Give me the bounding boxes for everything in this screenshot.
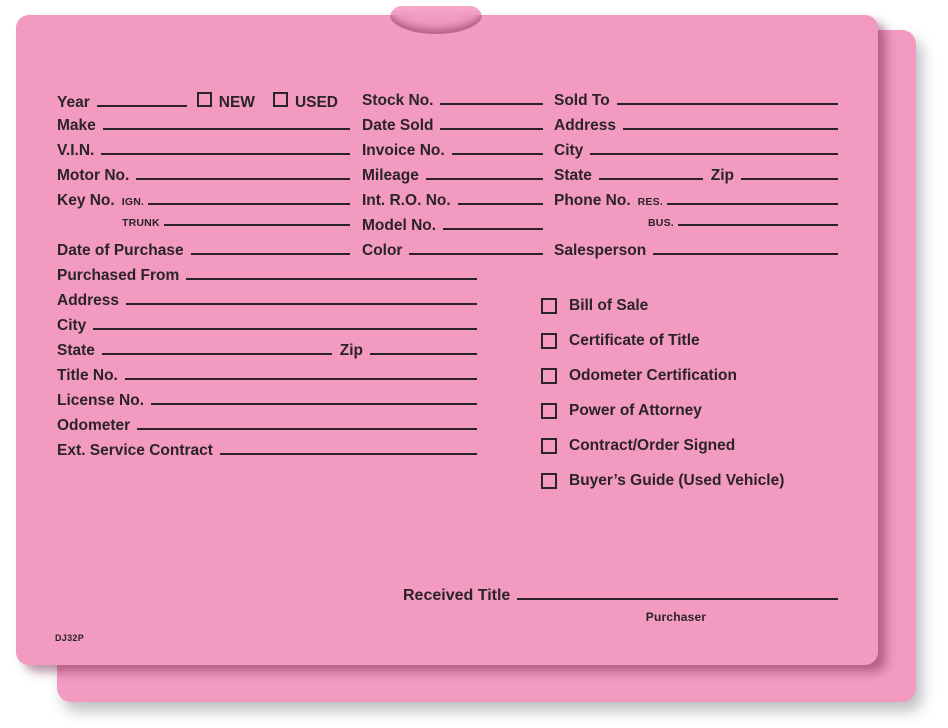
field-purchased-from [57,267,477,292]
buyers-guide-label: Buyer’s Guide (Used Vehicle) [569,471,785,489]
model-no-fill-line[interactable] [443,228,543,230]
motor-no-label: Motor No. [57,167,130,184]
odometer-label: Odometer [57,417,131,434]
date-of-purchase-label: Date of Purchase [57,242,184,259]
ext-service-contract-fill-line[interactable] [220,453,477,455]
buyers-guide-checkbox[interactable] [541,473,557,489]
document-checklist [541,288,784,498]
buyer-address-fill-line[interactable] [623,128,838,130]
bill-of-sale-checkbox[interactable] [541,298,557,314]
used-label: USED [294,94,339,111]
field-date-sold [362,117,543,142]
key-trunk-fill-line[interactable] [164,224,350,226]
buyer-zip-fill-line[interactable] [741,178,838,180]
field-buyer-city [554,142,838,167]
title-no-fill-line[interactable] [125,378,477,380]
used-checkbox[interactable] [273,92,288,107]
make-fill-line[interactable] [103,128,350,130]
field-key-no-ign [57,192,350,217]
vin-label: V.I.N. [57,142,95,159]
new-label: NEW [218,94,255,111]
field-title-no [57,367,477,392]
field-stock-no [362,92,543,117]
field-key-no-trunk [57,217,350,242]
checklist-item-bill-of-sale [541,288,784,323]
motor-no-fill-line[interactable] [136,178,350,180]
buyer-state-label: State [554,167,592,184]
seller-address-fill-line[interactable] [126,303,477,305]
field-seller-address [57,292,477,317]
envelope-front-panel [16,15,878,665]
sold-to-label: Sold To [554,92,610,109]
odometer-certification-label: Odometer Certification [569,366,737,384]
field-license-no [57,392,477,417]
vin-fill-line[interactable] [101,153,350,155]
purchased-from-fill-line[interactable] [186,278,477,280]
int-ro-no-fill-line[interactable] [458,203,543,205]
received-title-label: Received Title [403,587,511,604]
field-phone-res [554,192,838,217]
checklist-item-power-of-attorney [541,393,784,428]
field-motor-no [57,167,350,192]
phone-no-label: Phone No. [554,192,631,209]
field-invoice-no [362,142,543,167]
model-no-label: Model No. [362,217,437,234]
invoice-no-fill-line[interactable] [452,153,543,155]
odometer-certification-checkbox[interactable] [541,368,557,384]
date-sold-label: Date Sold [362,117,434,134]
salesperson-label: Salesperson [554,242,647,259]
license-no-label: License No. [57,392,144,409]
field-seller-city [57,317,477,342]
field-color [362,242,543,267]
certificate-of-title-label: Certificate of Title [569,331,700,349]
make-label: Make [57,117,96,134]
middle-column [362,92,543,267]
right-column [554,92,838,267]
trunk-label: TRUNK [122,217,160,229]
ign-label: IGN. [121,196,145,208]
seller-state-fill-line[interactable] [102,353,332,355]
field-phone-bus [554,217,838,242]
product-code: DJ32P [55,633,85,643]
field-salesperson [554,242,838,267]
contract-order-signed-checkbox[interactable] [541,438,557,454]
contract-order-signed-label: Contract/Order Signed [569,436,736,454]
power-of-attorney-label: Power of Attorney [569,401,702,419]
seller-state-label: State [57,342,95,359]
phone-bus-fill-line[interactable] [678,224,838,226]
stock-no-fill-line[interactable] [440,103,543,105]
field-model-no [362,217,543,242]
field-mileage [362,167,543,192]
checklist-item-contract-order-signed [541,428,784,463]
field-date-of-purchase [57,242,350,267]
buyer-state-fill-line[interactable] [599,178,703,180]
date-of-purchase-fill-line[interactable] [191,253,350,255]
key-no-label: Key No. [57,192,115,209]
phone-res-fill-line[interactable] [667,203,838,205]
buyer-city-label: City [554,142,584,159]
checklist-item-certificate-of-title [541,323,784,358]
year-label: Year [57,94,90,111]
field-odometer [57,417,477,442]
buyer-zip-label: Zip [710,167,734,184]
field-ext-service-contract [57,442,477,467]
seller-zip-label: Zip [339,342,363,359]
mileage-fill-line[interactable] [426,178,543,180]
ext-service-contract-label: Ext. Service Contract [57,442,213,459]
checklist-item-odometer-certification [541,358,784,393]
bill-of-sale-label: Bill of Sale [569,296,649,314]
buyer-city-fill-line[interactable] [590,153,838,155]
invoice-no-label: Invoice No. [362,142,445,159]
field-sold-to [554,92,838,117]
date-sold-fill-line[interactable] [440,128,543,130]
mileage-label: Mileage [362,167,419,184]
stock-no-label: Stock No. [362,92,434,109]
new-checkbox[interactable] [197,92,212,107]
field-int-ro-no [362,192,543,217]
field-year [57,92,350,117]
color-label: Color [362,242,403,259]
certificate-of-title-checkbox[interactable] [541,333,557,349]
seller-zip-fill-line[interactable] [370,353,477,355]
field-buyer-address [554,117,838,142]
int-ro-no-label: Int. R.O. No. [362,192,451,209]
odometer-fill-line[interactable] [137,428,477,430]
buyer-address-label: Address [554,117,617,134]
thumb-notch [390,15,482,34]
color-fill-line[interactable] [409,253,543,255]
field-seller-state-zip [57,342,477,367]
salesperson-fill-line[interactable] [653,253,838,255]
res-label: RES. [637,196,663,208]
seller-city-label: City [57,317,87,334]
seller-city-fill-line[interactable] [93,328,477,330]
field-buyer-state-zip [554,167,838,192]
purchased-from-label: Purchased From [57,267,180,284]
sold-to-fill-line[interactable] [617,103,838,105]
seller-address-label: Address [57,292,120,309]
checklist-item-buyers-guide [541,463,784,498]
title-no-label: Title No. [57,367,118,384]
year-fill-line[interactable] [97,105,187,107]
purchaser-caption: Purchaser [645,610,707,624]
field-received-title [403,587,838,612]
power-of-attorney-checkbox[interactable] [541,403,557,419]
field-make [57,117,350,142]
received-title-fill-line[interactable] [517,598,838,600]
key-ign-fill-line[interactable] [148,203,350,205]
license-no-fill-line[interactable] [151,403,477,405]
bus-label: BUS. [648,217,674,229]
field-vin [57,142,350,167]
